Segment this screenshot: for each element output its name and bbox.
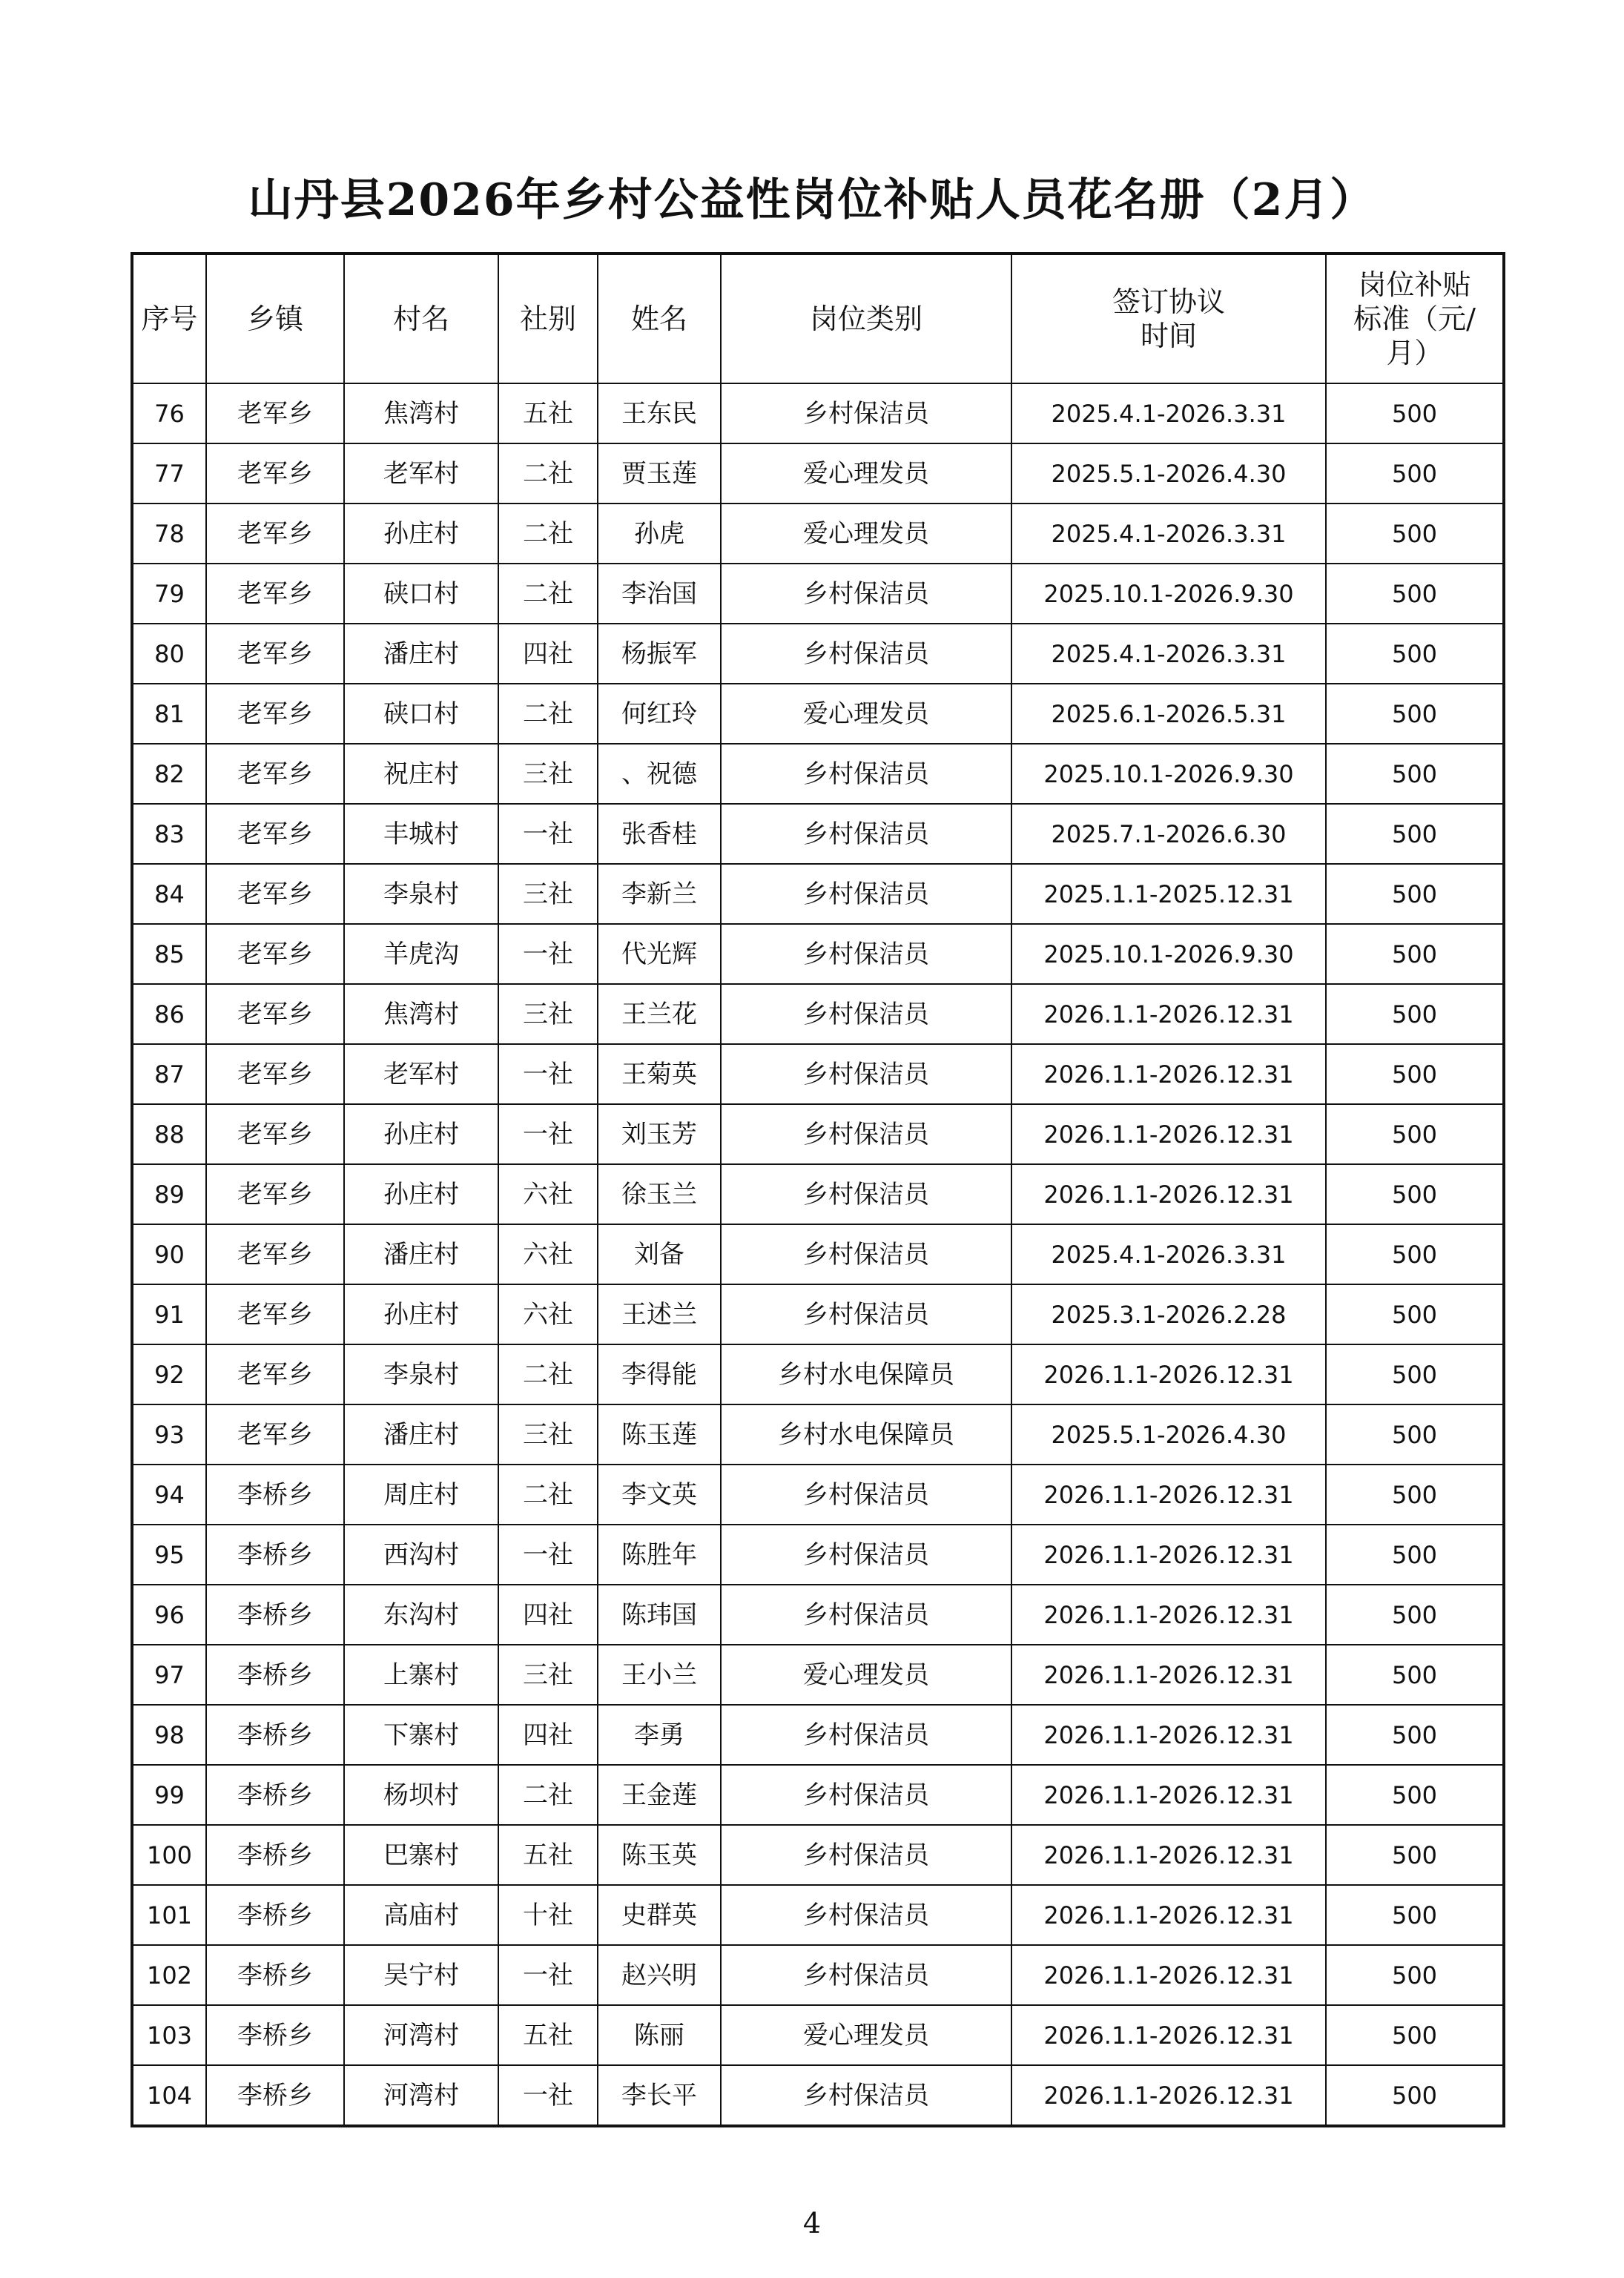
- cell-subsidy: 500: [1326, 1945, 1504, 2005]
- table-row: [132, 1645, 1504, 1705]
- cell-name: 张香桂: [598, 804, 721, 864]
- header-township: 乡镇: [206, 254, 344, 383]
- cell-index: 99: [132, 1765, 206, 1825]
- cell-village: 吴宁村: [344, 1945, 498, 2005]
- cell-village: 潘庄村: [344, 1224, 498, 1284]
- cell-group: 二社: [498, 1465, 598, 1525]
- cell-post: 乡村保洁员: [721, 1585, 1011, 1645]
- cell-post: 乡村保洁员: [721, 624, 1011, 684]
- cell-township: 老军乡: [206, 504, 344, 564]
- cell-subsidy: 500: [1326, 1645, 1504, 1705]
- cell-name: 徐玉兰: [598, 1164, 721, 1224]
- cell-term: 2025.4.1-2026.3.31: [1011, 624, 1326, 684]
- header-subsidy-line3: 月）: [1386, 337, 1443, 369]
- roster-body: [132, 383, 1504, 2126]
- cell-index: 91: [132, 1284, 206, 1344]
- roster-table: [131, 252, 1505, 2127]
- cell-post: 乡村水电保障员: [721, 1404, 1011, 1465]
- cell-index: 76: [132, 383, 206, 443]
- cell-name: 王兰花: [598, 984, 721, 1044]
- cell-index: 90: [132, 1224, 206, 1284]
- cell-subsidy: 500: [1326, 1825, 1504, 1885]
- cell-subsidy: 500: [1326, 1224, 1504, 1284]
- cell-term: 2026.1.1-2026.12.31: [1011, 1885, 1326, 1945]
- cell-name: 赵兴明: [598, 1945, 721, 2005]
- cell-village: 河湾村: [344, 2065, 498, 2126]
- cell-name: 杨振军: [598, 624, 721, 684]
- header-subsidy-line1: 岗位补贴: [1358, 268, 1471, 301]
- cell-group: 五社: [498, 2005, 598, 2065]
- cell-village: 李泉村: [344, 1344, 498, 1404]
- cell-index: 80: [132, 624, 206, 684]
- header-village: 村名: [344, 254, 498, 383]
- cell-subsidy: 500: [1326, 924, 1504, 984]
- cell-village: 老军村: [344, 443, 498, 504]
- cell-village: 李泉村: [344, 864, 498, 924]
- cell-group: 五社: [498, 1825, 598, 1885]
- cell-index: 84: [132, 864, 206, 924]
- cell-index: 93: [132, 1404, 206, 1465]
- page-number: 4: [802, 2207, 822, 2239]
- cell-name: 代光辉: [598, 924, 721, 984]
- cell-post: 乡村保洁员: [721, 984, 1011, 1044]
- cell-index: 79: [132, 564, 206, 624]
- cell-group: 三社: [498, 744, 598, 804]
- cell-name: 史群英: [598, 1885, 721, 1945]
- cell-name: 王东民: [598, 383, 721, 443]
- cell-term: 2026.1.1-2026.12.31: [1011, 1344, 1326, 1404]
- cell-post: 乡村保洁员: [721, 1765, 1011, 1825]
- cell-name: 王菊英: [598, 1044, 721, 1104]
- cell-name: 何红玲: [598, 684, 721, 744]
- cell-name: 李勇: [598, 1705, 721, 1765]
- cell-village: 杨坝村: [344, 1765, 498, 1825]
- cell-village: 焦湾村: [344, 383, 498, 443]
- cell-subsidy: 500: [1326, 383, 1504, 443]
- cell-term: 2025.7.1-2026.6.30: [1011, 804, 1326, 864]
- cell-village: 上寨村: [344, 1645, 498, 1705]
- cell-term: 2025.5.1-2026.4.30: [1011, 1404, 1326, 1465]
- cell-name: 王金莲: [598, 1765, 721, 1825]
- cell-township: 老军乡: [206, 1404, 344, 1465]
- cell-name: 陈玉英: [598, 1825, 721, 1885]
- table-row: [132, 1525, 1504, 1585]
- table-row: [132, 1825, 1504, 1885]
- table-row: [132, 1344, 1504, 1404]
- cell-post: 乡村保洁员: [721, 1164, 1011, 1224]
- table-row: [132, 1585, 1504, 1645]
- document-title: 山丹县2026年乡村公益性岗位补贴人员花名册（2月）: [248, 174, 1376, 226]
- cell-index: 102: [132, 1945, 206, 2005]
- cell-subsidy: 500: [1326, 1344, 1504, 1404]
- cell-township: 老军乡: [206, 1284, 344, 1344]
- cell-township: 老军乡: [206, 984, 344, 1044]
- cell-index: 89: [132, 1164, 206, 1224]
- cell-subsidy: 500: [1326, 1705, 1504, 1765]
- table-row: [132, 1765, 1504, 1825]
- cell-post: 乡村保洁员: [721, 744, 1011, 804]
- cell-term: 2026.1.1-2026.12.31: [1011, 984, 1326, 1044]
- table-row: [132, 2005, 1504, 2065]
- cell-name: 贾玉莲: [598, 443, 721, 504]
- cell-township: 李桥乡: [206, 1705, 344, 1765]
- cell-village: 潘庄村: [344, 624, 498, 684]
- cell-group: 四社: [498, 1705, 598, 1765]
- cell-village: 丰城村: [344, 804, 498, 864]
- cell-township: 老军乡: [206, 1344, 344, 1404]
- cell-group: 一社: [498, 1044, 598, 1104]
- header-term-line1: 签订协议: [1112, 285, 1225, 318]
- cell-post: 乡村保洁员: [721, 1465, 1011, 1525]
- cell-subsidy: 500: [1326, 1164, 1504, 1224]
- table-row: [132, 1164, 1504, 1224]
- cell-township: 李桥乡: [206, 1465, 344, 1525]
- cell-name: 李新兰: [598, 864, 721, 924]
- cell-term: 2026.1.1-2026.12.31: [1011, 1945, 1326, 2005]
- cell-village: 羊虎沟: [344, 924, 498, 984]
- table-row: [132, 504, 1504, 564]
- cell-group: 四社: [498, 624, 598, 684]
- header-subsidy-line2: 标准（元/: [1353, 303, 1476, 335]
- cell-village: 巴寨村: [344, 1825, 498, 1885]
- cell-group: 十社: [498, 1885, 598, 1945]
- cell-term: 2026.1.1-2026.12.31: [1011, 1825, 1326, 1885]
- cell-group: 二社: [498, 443, 598, 504]
- cell-name: 孙虎: [598, 504, 721, 564]
- cell-term: 2026.1.1-2026.12.31: [1011, 1104, 1326, 1164]
- cell-village: 焦湾村: [344, 984, 498, 1044]
- cell-index: 104: [132, 2065, 206, 2126]
- cell-village: 孙庄村: [344, 504, 498, 564]
- table-row: [132, 1284, 1504, 1344]
- cell-township: 老军乡: [206, 1104, 344, 1164]
- cell-subsidy: 500: [1326, 624, 1504, 684]
- cell-index: 98: [132, 1705, 206, 1765]
- cell-group: 一社: [498, 1945, 598, 2005]
- cell-group: 一社: [498, 924, 598, 984]
- cell-term: 2025.4.1-2026.3.31: [1011, 383, 1326, 443]
- cell-subsidy: 500: [1326, 1104, 1504, 1164]
- cell-subsidy: 500: [1326, 1284, 1504, 1344]
- cell-village: 硖口村: [344, 684, 498, 744]
- header-term: [1011, 254, 1326, 383]
- cell-village: 东沟村: [344, 1585, 498, 1645]
- cell-group: 二社: [498, 504, 598, 564]
- table-row: [132, 1104, 1504, 1164]
- cell-post: 乡村保洁员: [721, 1705, 1011, 1765]
- cell-index: 95: [132, 1525, 206, 1585]
- cell-name: 李得能: [598, 1344, 721, 1404]
- cell-term: 2025.5.1-2026.4.30: [1011, 443, 1326, 504]
- cell-index: 100: [132, 1825, 206, 1885]
- cell-township: 李桥乡: [206, 2005, 344, 2065]
- cell-post: 乡村保洁员: [721, 2065, 1011, 2126]
- cell-township: 李桥乡: [206, 1885, 344, 1945]
- cell-term: 2025.10.1-2026.9.30: [1011, 744, 1326, 804]
- cell-township: 李桥乡: [206, 1765, 344, 1825]
- cell-group: 一社: [498, 1525, 598, 1585]
- cell-post: 乡村保洁员: [721, 864, 1011, 924]
- table-row: [132, 1465, 1504, 1525]
- cell-name: 王小兰: [598, 1645, 721, 1705]
- cell-subsidy: 500: [1326, 504, 1504, 564]
- cell-subsidy: 500: [1326, 2065, 1504, 2126]
- cell-name: 陈丽: [598, 2005, 721, 2065]
- cell-term: 2026.1.1-2026.12.31: [1011, 2005, 1326, 2065]
- table-row: [132, 564, 1504, 624]
- cell-group: 四社: [498, 1585, 598, 1645]
- cell-township: 老军乡: [206, 1164, 344, 1224]
- cell-index: 96: [132, 1585, 206, 1645]
- cell-township: 老军乡: [206, 1224, 344, 1284]
- cell-group: 二社: [498, 684, 598, 744]
- cell-term: 2026.1.1-2026.12.31: [1011, 1525, 1326, 1585]
- cell-index: 94: [132, 1465, 206, 1525]
- cell-group: 六社: [498, 1224, 598, 1284]
- table-row: [132, 1885, 1504, 1945]
- cell-index: 86: [132, 984, 206, 1044]
- cell-village: 硖口村: [344, 564, 498, 624]
- header-index: 序号: [132, 254, 206, 383]
- cell-index: 81: [132, 684, 206, 744]
- cell-group: 二社: [498, 1765, 598, 1825]
- cell-post: 乡村保洁员: [721, 1224, 1011, 1284]
- cell-group: 二社: [498, 1344, 598, 1404]
- cell-name: 、祝德: [598, 744, 721, 804]
- cell-subsidy: 500: [1326, 804, 1504, 864]
- cell-index: 101: [132, 1885, 206, 1945]
- cell-name: 刘玉芳: [598, 1104, 721, 1164]
- cell-township: 老军乡: [206, 1044, 344, 1104]
- cell-village: 西沟村: [344, 1525, 498, 1585]
- cell-post: 乡村保洁员: [721, 1044, 1011, 1104]
- cell-name: 李治国: [598, 564, 721, 624]
- cell-index: 78: [132, 504, 206, 564]
- table-row: [132, 1945, 1504, 2005]
- cell-post: 乡村水电保障员: [721, 1344, 1011, 1404]
- cell-township: 李桥乡: [206, 2065, 344, 2126]
- cell-subsidy: 500: [1326, 744, 1504, 804]
- cell-village: 老军村: [344, 1044, 498, 1104]
- cell-post: 乡村保洁员: [721, 1945, 1011, 2005]
- cell-index: 83: [132, 804, 206, 864]
- cell-subsidy: 500: [1326, 564, 1504, 624]
- table-row: [132, 1044, 1504, 1104]
- cell-subsidy: 500: [1326, 684, 1504, 744]
- cell-township: 老军乡: [206, 684, 344, 744]
- cell-post: 乡村保洁员: [721, 924, 1011, 984]
- cell-post: 乡村保洁员: [721, 804, 1011, 864]
- cell-township: 李桥乡: [206, 1945, 344, 2005]
- cell-post: 爱心理发员: [721, 2005, 1011, 2065]
- cell-township: 老军乡: [206, 804, 344, 864]
- cell-post: 乡村保洁员: [721, 564, 1011, 624]
- table-row: [132, 684, 1504, 744]
- cell-subsidy: 500: [1326, 1525, 1504, 1585]
- cell-term: 2026.1.1-2026.12.31: [1011, 1585, 1326, 1645]
- cell-group: 六社: [498, 1284, 598, 1344]
- cell-township: 老军乡: [206, 383, 344, 443]
- cell-post: 乡村保洁员: [721, 1525, 1011, 1585]
- cell-group: 一社: [498, 2065, 598, 2126]
- cell-term: 2025.10.1-2026.9.30: [1011, 564, 1326, 624]
- cell-name: 李文英: [598, 1465, 721, 1525]
- cell-group: 一社: [498, 804, 598, 864]
- cell-index: 85: [132, 924, 206, 984]
- table-row: [132, 864, 1504, 924]
- cell-township: 李桥乡: [206, 1525, 344, 1585]
- cell-subsidy: 500: [1326, 1404, 1504, 1465]
- cell-township: 老军乡: [206, 924, 344, 984]
- cell-township: 老军乡: [206, 744, 344, 804]
- cell-term: 2026.1.1-2026.12.31: [1011, 1044, 1326, 1104]
- cell-group: 三社: [498, 1645, 598, 1705]
- cell-village: 孙庄村: [344, 1164, 498, 1224]
- header-row: [132, 254, 1504, 383]
- cell-group: 五社: [498, 383, 598, 443]
- cell-term: 2025.4.1-2026.3.31: [1011, 1224, 1326, 1284]
- cell-group: 二社: [498, 564, 598, 624]
- cell-village: 河湾村: [344, 2005, 498, 2065]
- header-term-line2: 时间: [1140, 320, 1197, 352]
- cell-index: 92: [132, 1344, 206, 1404]
- cell-term: 2026.1.1-2026.12.31: [1011, 2065, 1326, 2126]
- cell-term: 2025.3.1-2026.2.28: [1011, 1284, 1326, 1344]
- cell-term: 2026.1.1-2026.12.31: [1011, 1705, 1326, 1765]
- cell-term: 2025.10.1-2026.9.30: [1011, 924, 1326, 984]
- cell-township: 老军乡: [206, 864, 344, 924]
- header-name: 姓名: [598, 254, 721, 383]
- cell-name: 李长平: [598, 2065, 721, 2126]
- cell-index: 88: [132, 1104, 206, 1164]
- table-row: [132, 1705, 1504, 1765]
- cell-post: 爱心理发员: [721, 443, 1011, 504]
- table-row: [132, 2065, 1504, 2126]
- cell-name: 王述兰: [598, 1284, 721, 1344]
- cell-term: 2025.6.1-2026.5.31: [1011, 684, 1326, 744]
- cell-subsidy: 500: [1326, 1044, 1504, 1104]
- cell-subsidy: 500: [1326, 984, 1504, 1044]
- cell-term: 2026.1.1-2026.12.31: [1011, 1765, 1326, 1825]
- cell-village: 高庙村: [344, 1885, 498, 1945]
- cell-village: 祝庄村: [344, 744, 498, 804]
- cell-post: 乡村保洁员: [721, 1825, 1011, 1885]
- cell-group: 三社: [498, 1404, 598, 1465]
- cell-village: 潘庄村: [344, 1404, 498, 1465]
- cell-subsidy: 500: [1326, 1885, 1504, 1945]
- cell-term: 2026.1.1-2026.12.31: [1011, 1465, 1326, 1525]
- table-row: [132, 443, 1504, 504]
- cell-township: 李桥乡: [206, 1585, 344, 1645]
- cell-subsidy: 500: [1326, 1465, 1504, 1525]
- cell-index: 82: [132, 744, 206, 804]
- table-row: [132, 1404, 1504, 1465]
- cell-subsidy: 500: [1326, 1585, 1504, 1645]
- table-row: [132, 924, 1504, 984]
- cell-index: 87: [132, 1044, 206, 1104]
- cell-township: 老军乡: [206, 443, 344, 504]
- cell-name: 陈玉莲: [598, 1404, 721, 1465]
- table-row: [132, 744, 1504, 804]
- cell-group: 一社: [498, 1104, 598, 1164]
- cell-post: 爱心理发员: [721, 1645, 1011, 1705]
- header-post: 岗位类别: [721, 254, 1011, 383]
- cell-name: 陈胜年: [598, 1525, 721, 1585]
- cell-village: 下寨村: [344, 1705, 498, 1765]
- cell-group: 六社: [498, 1164, 598, 1224]
- cell-subsidy: 500: [1326, 2005, 1504, 2065]
- cell-group: 三社: [498, 864, 598, 924]
- header-group: 社别: [498, 254, 598, 383]
- cell-post: 乡村保洁员: [721, 383, 1011, 443]
- cell-village: 孙庄村: [344, 1104, 498, 1164]
- cell-term: 2026.1.1-2026.12.31: [1011, 1645, 1326, 1705]
- table-row: [132, 383, 1504, 443]
- cell-subsidy: 500: [1326, 864, 1504, 924]
- cell-subsidy: 500: [1326, 443, 1504, 504]
- cell-post: 乡村保洁员: [721, 1284, 1011, 1344]
- cell-term: 2025.4.1-2026.3.31: [1011, 504, 1326, 564]
- cell-post: 爱心理发员: [721, 504, 1011, 564]
- cell-group: 三社: [498, 984, 598, 1044]
- cell-index: 77: [132, 443, 206, 504]
- cell-name: 刘备: [598, 1224, 721, 1284]
- cell-post: 乡村保洁员: [721, 1885, 1011, 1945]
- cell-subsidy: 500: [1326, 1765, 1504, 1825]
- cell-township: 老军乡: [206, 564, 344, 624]
- table-row: [132, 984, 1504, 1044]
- cell-township: 老军乡: [206, 624, 344, 684]
- cell-township: 李桥乡: [206, 1645, 344, 1705]
- cell-name: 陈玮国: [598, 1585, 721, 1645]
- cell-post: 乡村保洁员: [721, 1104, 1011, 1164]
- cell-village: 孙庄村: [344, 1284, 498, 1344]
- cell-township: 李桥乡: [206, 1825, 344, 1885]
- cell-post: 爱心理发员: [721, 684, 1011, 744]
- cell-index: 103: [132, 2005, 206, 2065]
- cell-term: 2025.1.1-2025.12.31: [1011, 864, 1326, 924]
- table-row: [132, 1224, 1504, 1284]
- cell-index: 97: [132, 1645, 206, 1705]
- table-row: [132, 804, 1504, 864]
- header-subsidy: [1326, 254, 1504, 383]
- table-row: [132, 624, 1504, 684]
- cell-village: 周庄村: [344, 1465, 498, 1525]
- cell-term: 2026.1.1-2026.12.31: [1011, 1164, 1326, 1224]
